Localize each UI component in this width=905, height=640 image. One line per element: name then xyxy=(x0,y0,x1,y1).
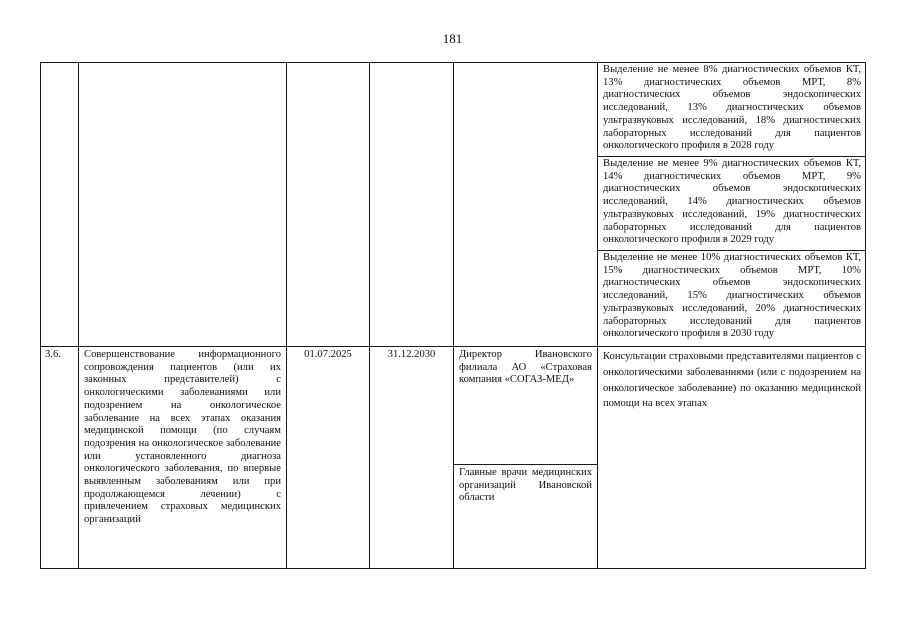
result-cell-2029: Выделение не менее 9% диагностических объемов КТ, 14% диагностических объемов МРТ, 9% диагностических объемов эндоскопических исследований, 14% диагностических объемов ультразвуковых исследований, 19% диагностических лабораторных исследований для пациентов онкологического профиля в 2029 году xyxy=(603,158,861,246)
row-number: 3.6. xyxy=(45,349,61,360)
table-border-bottom xyxy=(40,568,866,569)
page-number: 181 xyxy=(442,31,463,46)
responsible-cell-divider xyxy=(453,464,598,465)
responsible-executor-primary: Директор Ивановского филиала АО «Страховая компания «СОГАЗ-МЕД» xyxy=(459,349,592,386)
result-cell-2030: Выделение не менее 10% диагностических объемов КТ, 15% диагностических объемов МРТ, 10% диагностических объемов эндоскопических исследований, 15% диагностических объемов ультразвуковых исследований, 20% диагностических лабораторных исследований для пациентов онкологического профиля в 2030 году xyxy=(603,252,861,340)
activity-description: Совершенствование информационного сопровождения пациентов (или их законных представителей) с онкологическими заболеваниями или подозрением на онкологическое заболевание на всех этапах оказания медицинской помощи (по случаям подозрения на онкологическое заболевание или установленного диагноза онкологического заболевания, по впервые выявленным заболеваниям или при продолжающемся лечении) с привлечением страховых медицинских организаций xyxy=(84,349,281,526)
result-row-divider xyxy=(597,156,866,157)
column-divider xyxy=(369,62,370,569)
result-row-divider xyxy=(597,250,866,251)
table-border-right xyxy=(865,62,866,569)
end-date: 31.12.2030 xyxy=(387,349,436,360)
responsible-executor-secondary: Главные врачи медицинских организаций Ивановской области xyxy=(459,467,592,504)
column-divider xyxy=(78,62,79,569)
table-border-left xyxy=(40,62,41,569)
start-date: 01.07.2025 xyxy=(304,349,352,360)
column-divider xyxy=(286,62,287,569)
result-cell-2028: Выделение не менее 8% диагностических объемов КТ, 13% диагностических объемов МРТ, 8% диагностических объемов эндоскопических исследований, 13% диагностических объемов ультразвуковых исследований, 18% диагностических лабораторных исследований для пациентов онкологического профиля в 2028 году xyxy=(603,64,861,152)
column-divider xyxy=(453,62,454,569)
expected-result: Консультации страховыми представителями пациентов с онкологическими заболеваниями (или с подозрением на онкологическое заболевание) по оказанию медицинской помощи на всех этапах xyxy=(603,351,861,410)
row-divider xyxy=(40,346,866,347)
column-divider xyxy=(597,62,598,569)
table-border-top xyxy=(40,62,866,63)
